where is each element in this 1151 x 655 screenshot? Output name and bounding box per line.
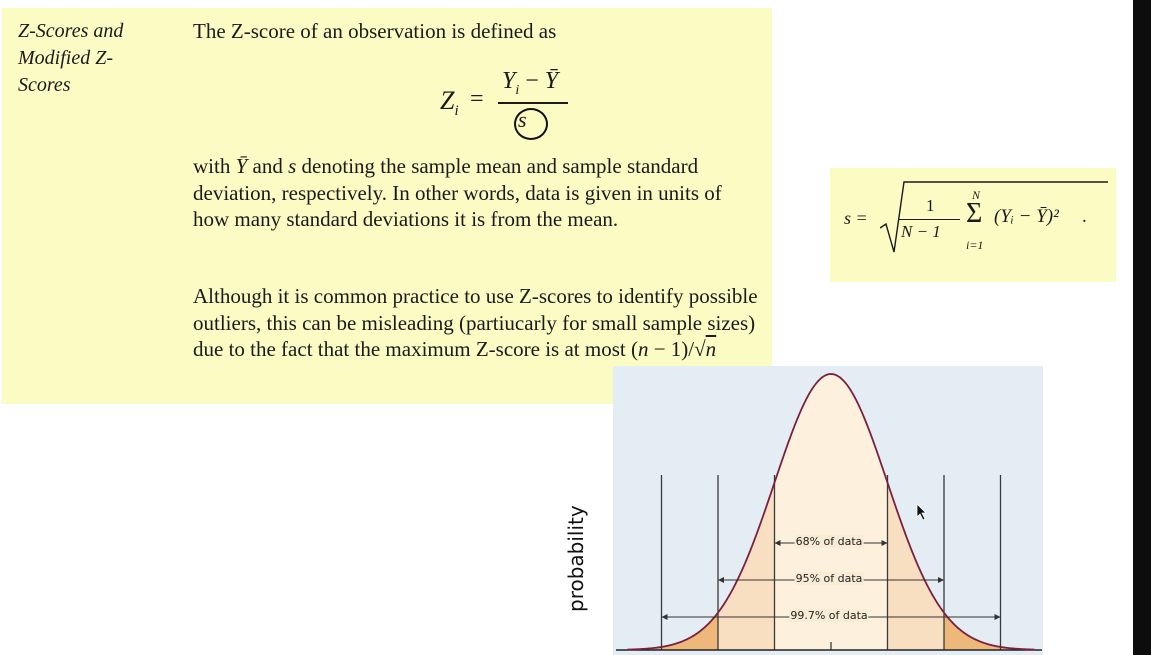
sd-terminator: . [1082,206,1087,227]
arrowhead-right [938,577,944,583]
annotation-label: 68% of data [795,535,863,548]
window-edge [1133,0,1151,655]
formula-equals: = [470,86,484,112]
formula-numerator: $Y_i$ − Ȳ [502,68,559,98]
annotation-label: 99.7% of data [790,609,868,622]
definition-paragraph: with Ȳ and s denoting the sample mean and sample standard deviation, respectively. In other words, data is given in units of how many standard deviations it is from the mean. [193,154,722,231]
formula-lhs: $Z_i$ [440,86,459,120]
mouse-cursor-icon [916,503,930,523]
outlier-paragraph: Although it is common practice to use Z-scores to identify possible outliers, this can be misleading (partiucarly for small sample sizes) due to the fact that the maximum Z-score is at most (n − 1)/√n [193,284,758,361]
arrowhead-right [995,614,1001,620]
sum-lower-limit: i=1 [966,238,984,252]
sigma-symbol: Σ [966,198,983,229]
side-heading: Z-Scores and Modified Z-Scores [18,20,124,96]
sd-lhs: s = [844,208,868,228]
sd-denominator: N − 1 [901,222,941,241]
sd-numerator: 1 [926,196,935,215]
sum-upper-limit: N [972,188,981,202]
intro-text: The Z-score of an observation is defined as [193,19,557,43]
annotation-label: 95% of data [795,572,863,585]
y-axis-label: probability [564,505,588,612]
arrowhead-left [718,577,724,583]
arrowhead-left [662,614,668,620]
sd-term: (Yᵢ − Ȳ)² [994,206,1059,227]
formula-denominator: s [518,107,527,132]
